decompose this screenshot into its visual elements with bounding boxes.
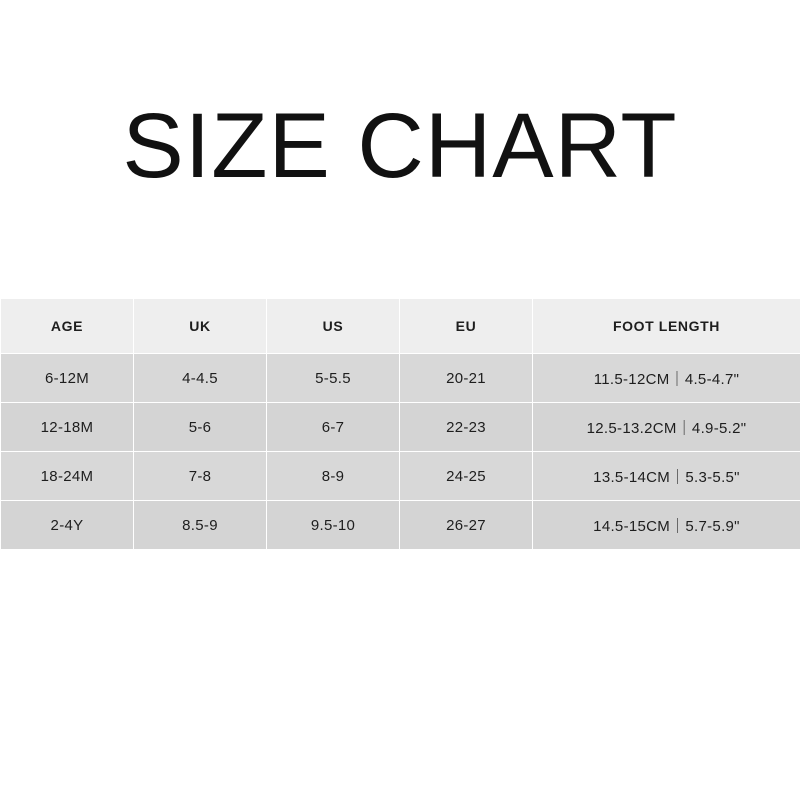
cell-us: 5-5.5	[267, 354, 400, 403]
cell-uk: 4-4.5	[134, 354, 267, 403]
size-chart-table-wrapper	[0, 298, 800, 550]
table-row	[1, 501, 800, 550]
column-header-uk: UK	[134, 299, 267, 354]
cell-eu: 22-23	[400, 403, 533, 452]
cell-foot-length: 14.5-15CM｜5.7-5.9"	[533, 501, 800, 550]
table-header-row	[1, 299, 800, 354]
table-row	[1, 403, 800, 452]
cell-foot-length: 11.5-12CM｜4.5-4.7"	[533, 354, 800, 403]
cell-us: 9.5-10	[267, 501, 400, 550]
cell-uk: 5-6	[134, 403, 267, 452]
cell-eu: 24-25	[400, 452, 533, 501]
cell-eu: 26-27	[400, 501, 533, 550]
cell-age: 18-24M	[1, 452, 134, 501]
cell-us: 8-9	[267, 452, 400, 501]
cell-uk: 7-8	[134, 452, 267, 501]
column-header-foot-length: FOOT LENGTH	[533, 299, 800, 354]
table-body	[1, 354, 800, 550]
column-header-us: US	[267, 299, 400, 354]
table-header	[1, 299, 800, 354]
table-row	[1, 452, 800, 501]
cell-eu: 20-21	[400, 354, 533, 403]
cell-uk: 8.5-9	[134, 501, 267, 550]
cell-age: 6-12M	[1, 354, 134, 403]
table-row	[1, 354, 800, 403]
cell-us: 6-7	[267, 403, 400, 452]
page-title: SIZE CHART	[122, 95, 678, 197]
size-chart-table	[0, 298, 800, 550]
cell-age: 12-18M	[1, 403, 134, 452]
column-header-eu: EU	[400, 299, 533, 354]
cell-foot-length: 13.5-14CM｜5.3-5.5"	[533, 452, 800, 501]
cell-age: 2-4Y	[1, 501, 134, 550]
column-header-age: AGE	[1, 299, 134, 354]
cell-foot-length: 12.5-13.2CM｜4.9-5.2"	[533, 403, 800, 452]
